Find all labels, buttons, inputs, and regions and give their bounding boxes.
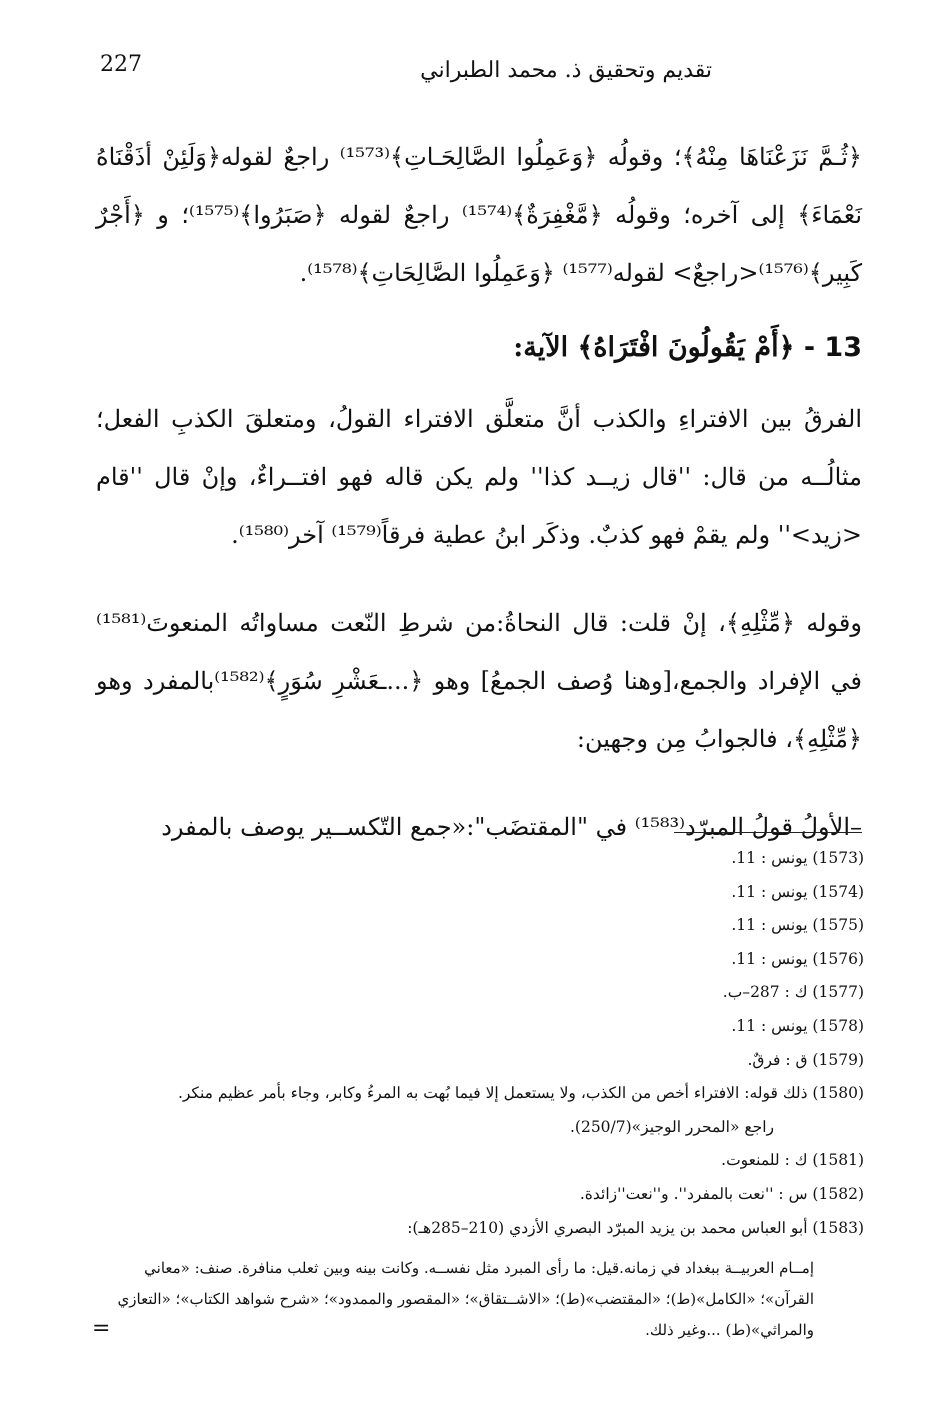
section-heading — [96, 316, 862, 380]
continuation-mark: = — [92, 1316, 111, 1341]
page-number: 227 — [100, 52, 142, 77]
footnote: (1582) س : ''نعت بالمفرد''. و''نعت''زائدة. — [579, 1184, 864, 1203]
footnote-continuation: راجع «المحرر الوجيز»(250/7). — [569, 1117, 774, 1136]
heading-number: 13 - — [803, 332, 862, 363]
heading-suffix: الآية: — [513, 332, 569, 363]
footnote: (1578) يونس : 11. — [731, 1016, 864, 1035]
footnote: (1579) ق : فرقٌ. — [747, 1050, 864, 1069]
main-text — [96, 128, 862, 856]
paragraph-2: الفرقُ بين الافتراءِ والكذب أنَّ متعلَّق الافتراء القولُ، ومتعلقَ الكذبِ الفعل؛ مثالُــه من قال: ''قال زيــد كذا'' ولم يكن قاله فهو افتــراءٌ، وإنْ قال ''قام <زيد>'' ولم يقمْ فهو كذبٌ. وذكَر ابنُ عطية فرقاً⁽¹⁵⁷⁹⁾ آخر⁽¹⁵⁸⁰⁾. — [96, 405, 862, 549]
footnotes — [88, 842, 864, 1346]
paragraph-1: ﴿ثُـمَّ نَزَعْنَاهَا مِنْهُ﴾؛ وقولُه ﴿وَعَمِلُوا الصَّالِحَـاتِ﴾⁽¹⁵⁷³⁾ راجعٌ لقوله﴿وَلَئِنْ أذَقْنَاهُ نَعْمَاءَ﴾ إلى آخره؛ وقولُه ﴿مَّغْفِرَةٌ﴾⁽¹⁵⁷⁴⁾ راجعٌ لقوله ﴿صَبَرُوا﴾⁽¹⁵⁷⁵⁾؛ و ﴿أَجْرٌ كَبِير﴾⁽¹⁵⁷⁶⁾<راجعٌ> لقوله⁽¹⁵⁷⁷⁾ ﴿وَعَمِلُوا الصَّالِحَاتِ﴾⁽¹⁵⁷⁸⁾. — [96, 143, 863, 287]
footnote: (1583) أبو العباس محمد بن يزيد المبرّد البصري الأزدي (210–285هـ): — [407, 1218, 864, 1237]
heading-quote: ﴿أَمْ يَقُولُونَ افْتَرَاهُ﴾ — [577, 332, 795, 363]
footnote: (1575) يونس : 11. — [731, 916, 864, 935]
running-head: تقديم وتحقيق ذ. محمد الطبراني — [420, 58, 712, 83]
paragraph-3: وقوله ﴿مِّثْلِهِ﴾، إنْ قلت: قال النحاةُ:من شرطِ النّعت مساواتُه المنعوتَ⁽¹⁵⁸¹⁾ في الإفراد والجمع،[وهنا وُصف الجمعُ] وهو ﴿...ـعَشْرِ سُوَرٍ﴾⁽¹⁵⁸²⁾بالمفرد وهو ﴿مِّثْلِهِ﴾، فالجوابُ مِن وجهين: — [96, 609, 862, 753]
footnote: (1574) يونس : 11. — [731, 882, 864, 901]
footnote: (1573) يونس : 11. — [731, 849, 864, 867]
footnote: (1580) ذلك قوله: الافتراء أخص من الكذب، ولا يستعمل إلا فيما بُهت به المرءُ وكابر، وجاء بأمر عظيم منكر. — [177, 1084, 864, 1103]
footnote: (1576) يونس : 11. — [731, 949, 864, 968]
paragraph-4: –الأولُ قولُ المبرّد⁽¹⁵⁸³⁾ في "المقتضَب":«جمع التّكســير يوصف بالمفرد — [161, 813, 862, 841]
footnote: (1577) ك : 287–ب. — [722, 983, 864, 1002]
footnote-rule — [674, 832, 862, 833]
footnote: (1581) ك : للمنعوت. — [721, 1151, 864, 1170]
footnote-biography: إمــام العربيــة ببغداد في زمانه.قيل: ما رأى المبرد مثل نفســه. وكانت بينه وبين ثعلب منافرة. صنف: «معاني القرآن»؛ «الكامل»(ط)؛ «المقتضب»(ط)؛ «الاشــتقاق»؛ «المقصور والممدود»؛ «شرح شواهد الكتاب»؛ «التعازي والمراثي»(ط) ...وغير ذلك. — [117, 1259, 814, 1340]
